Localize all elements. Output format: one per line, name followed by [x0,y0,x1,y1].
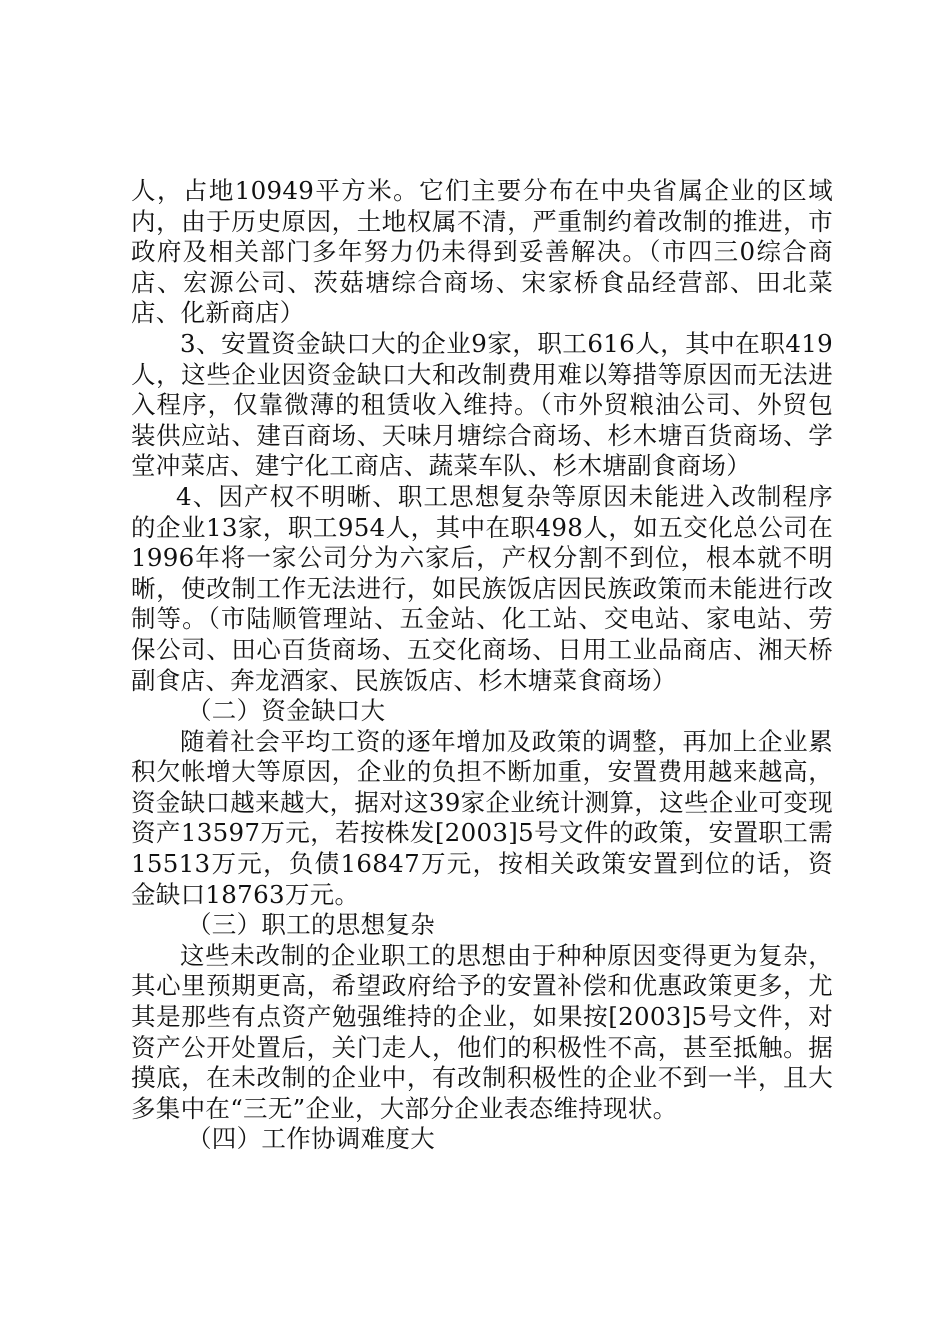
paragraph-continuation: 人，占地10949平方米。它们主要分布在中央省属企业的区域内，由于历史原因，土地权属不清，严重制约着改制的推进，市政府及相关部门多年努力仍未得到妥善解决。（市四三0综合商店、宏源公司、茨菇塘综合商场、宋家桥食品经营部、田北菜店、化新商店） [131,176,833,328]
paragraph-item-3: 3、安置资金缺口大的企业9家，职工616人，其中在职419人，这些企业因资金缺口大和改制费用难以筹措等原因而无法进入程序，仅靠微薄的租赁收入维持。（市外贸粮油公司、外贸包装供应站、建百商场、天味月塘综合商场、杉木塘百货商场、学堂冲菜店、建宁化工商店、蔬菜车队、杉木塘副食商场） [131,328,833,481]
section-heading-coordination: （四）工作协调难度大 [187,1124,435,1154]
section-heading-funding-gap: （二）资金缺口大 [187,696,386,726]
paragraph-item-4: 4、因产权不明晰、职工思想复杂等原因未能进入改制程序的企业13家，职工954人，其中在职498人，如五交化总公司在1996年将一家公司分为六家后，产权分割不到位，根本就不明晰，使改制工作无法进行，如民族饭店因民族政策而未能进行改制等。（市陆顺管理站、五金站、化工站、交电站、家电站、劳保公司、田心百货商场、五交化商场、日用工业品商店、湘天桥副食店、奔龙酒家、民族饭店、杉木塘菜食商场） [131,481,833,695]
document-body [131,176,833,1155]
paragraph-staff-sentiment: 这些未改制的企业职工的思想由于种种原因变得更为复杂，其心里预期更高，希望政府给予的安置补偿和优惠政策更多，尤其是那些有点资产勉强维持的企业，如果按[2003]5号文件，对资产公开处置后，关门走人，他们的积极性不高，甚至抵触。据摸底，在未改制的企业中，有改制积极性的企业不到一半，且大多集中在“三无”企业，大部分企业表态维持现状。 [131,940,833,1123]
section-heading-staff-sentiment: （三）职工的思想复杂 [187,910,435,940]
paragraph-funding-gap: 随着社会平均工资的逐年增加及政策的调整，再加上企业累积欠帐增大等原因，企业的负担不断加重，安置费用越来越高，资金缺口越来越大，据对这39家企业统计测算，这些企业可变现资产13597万元，若按株发[2003]5号文件的政策，安置职工需15513万元，负债16847万元，按相关政策安置到位的话，资金缺口18763万元。 [131,726,833,909]
